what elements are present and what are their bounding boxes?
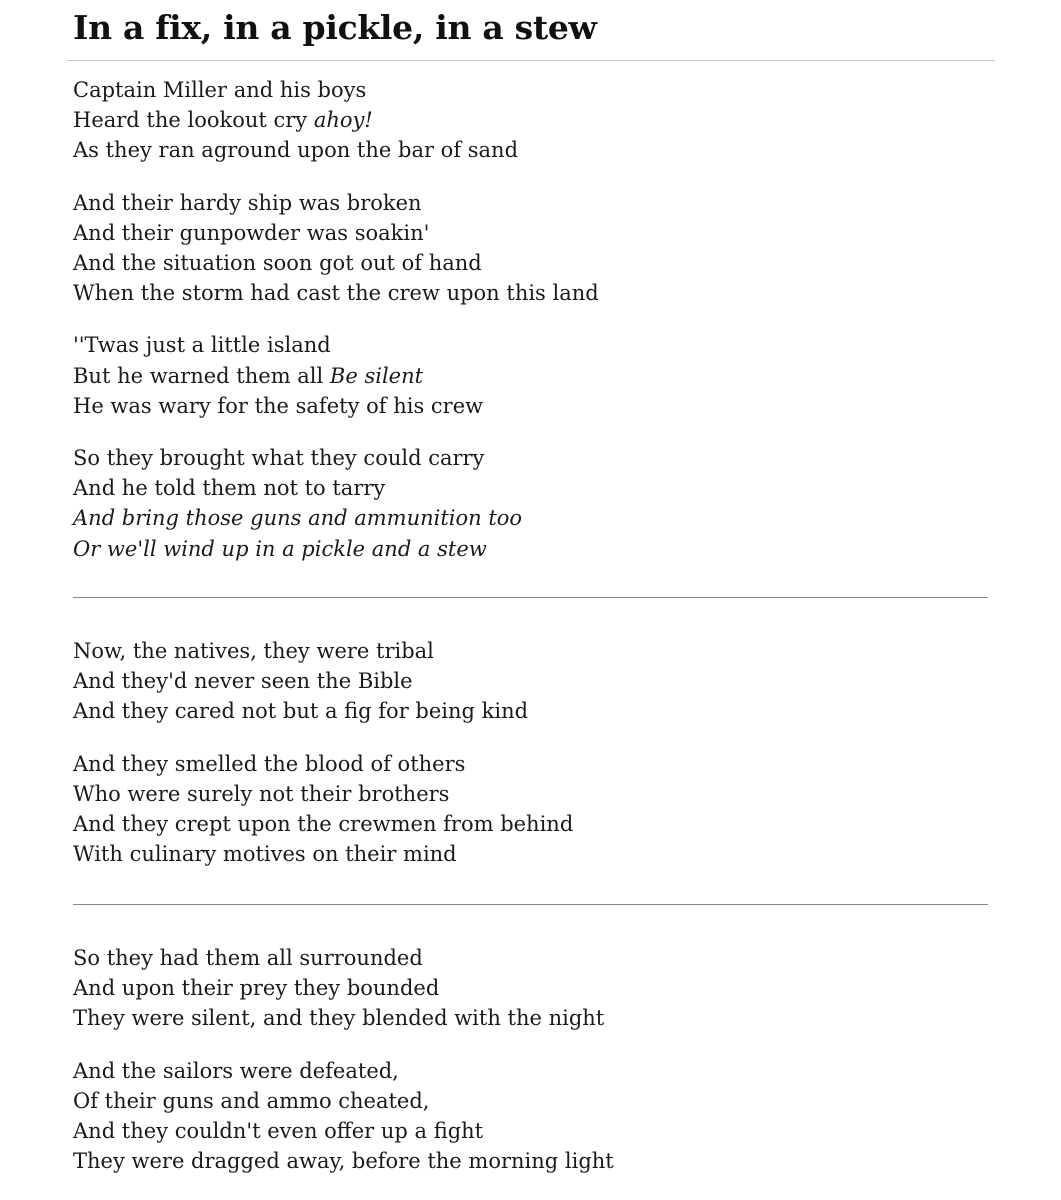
lyric-text: Who were surely not their brothers: [73, 781, 450, 806]
lyric-text-italic: Be silent: [329, 363, 424, 388]
lyric-line: [73, 534, 995, 564]
stanza: [73, 943, 995, 1034]
lyric-line: [73, 779, 995, 809]
lyric-text: So they had them all surrounded: [73, 946, 423, 970]
lyric-line: [73, 1003, 995, 1033]
verse-section-3: [73, 943, 995, 1198]
lyric-line: [73, 636, 995, 666]
lyric-text-italic: Or we'll wind up in a pickle and a stew: [73, 536, 487, 561]
lyric-line: [73, 248, 995, 278]
lyric-line: [73, 943, 995, 973]
lyric-line: [73, 1146, 995, 1176]
lyric-line: [73, 135, 995, 165]
lyric-line: [73, 809, 995, 839]
lyric-text: They were silent, and they blended with the night: [73, 1006, 605, 1031]
lyric-line: [73, 1086, 995, 1116]
lyric-line: [73, 666, 995, 696]
lyric-line: [73, 749, 995, 779]
lyric-text: And they cared not but a fig for being kind: [73, 699, 529, 724]
lyric-line: [73, 330, 995, 360]
lyric-text: Captain Miller and his boys: [73, 78, 367, 102]
page-title: In a fix, in a pickle, in a stew: [73, 8, 597, 47]
lyric-text-italic: ahoy!: [313, 108, 373, 133]
lyric-line: [73, 75, 995, 105]
lyric-line: [73, 1056, 995, 1086]
lyric-line: [73, 473, 995, 503]
lyric-line: [73, 839, 995, 869]
stanza: [73, 636, 995, 727]
lyric-text: And he told them not to tarry: [73, 476, 386, 501]
verse-section-1: [73, 75, 995, 586]
section-divider-2: [73, 904, 988, 905]
lyric-text: Now, the natives, they were tribal: [73, 639, 434, 663]
lyric-text: They were dragged away, before the morning light: [73, 1149, 614, 1174]
lyric-text: And their gunpowder was soakin': [73, 220, 430, 245]
lyric-text: So they brought what they could carry: [73, 446, 485, 471]
lyric-text: And they couldn't even offer up a fight: [73, 1119, 484, 1144]
stanza: [73, 443, 995, 564]
lyric-text: And they crept upon the crewmen from behind: [73, 812, 574, 837]
lyric-text: And their hardy ship was broken: [73, 190, 422, 215]
stanza: [73, 1056, 995, 1177]
stanza: [73, 330, 995, 421]
stanza: [73, 188, 995, 309]
lyric-text: As they ran aground upon the bar of sand: [73, 138, 519, 163]
lyric-line: [73, 391, 995, 421]
lyric-line: [73, 105, 995, 135]
lyric-line: [73, 973, 995, 1003]
lyric-line: [73, 696, 995, 726]
lyric-line: [73, 218, 995, 248]
lyric-line: [73, 278, 995, 308]
lyric-line: [73, 361, 995, 391]
title-divider: [67, 60, 995, 61]
lyric-text: And the sailors were defeated,: [73, 1058, 399, 1083]
lyric-line: [73, 503, 995, 533]
stanza: [73, 75, 995, 166]
lyric-text: And upon their prey they bounded: [73, 976, 440, 1001]
lyric-text: And the situation soon got out of hand: [73, 251, 482, 276]
lyric-text: With culinary motives on their mind: [73, 842, 457, 867]
lyric-text: And they smelled the blood of others: [73, 751, 466, 776]
stanza: [73, 749, 995, 870]
lyric-text: Of their guns and ammo cheated,: [73, 1088, 430, 1113]
lyric-text: But he warned them all: [73, 363, 330, 388]
verse-section-2: [73, 636, 995, 891]
lyric-text: Heard the lookout cry: [73, 108, 314, 133]
lyric-text: And they'd never seen the Bible: [73, 669, 413, 694]
lyric-line: [73, 443, 995, 473]
lyric-line: [73, 188, 995, 218]
section-divider-1: [73, 597, 988, 598]
lyric-text: He was wary for the safety of his crew: [73, 393, 484, 418]
lyric-line: [73, 1116, 995, 1146]
lyric-text-italic: And bring those guns and ammunition too: [73, 506, 523, 531]
lyric-text: ''Twas just a little island: [73, 333, 331, 358]
lyric-text: When the storm had cast the crew upon this land: [73, 281, 599, 306]
